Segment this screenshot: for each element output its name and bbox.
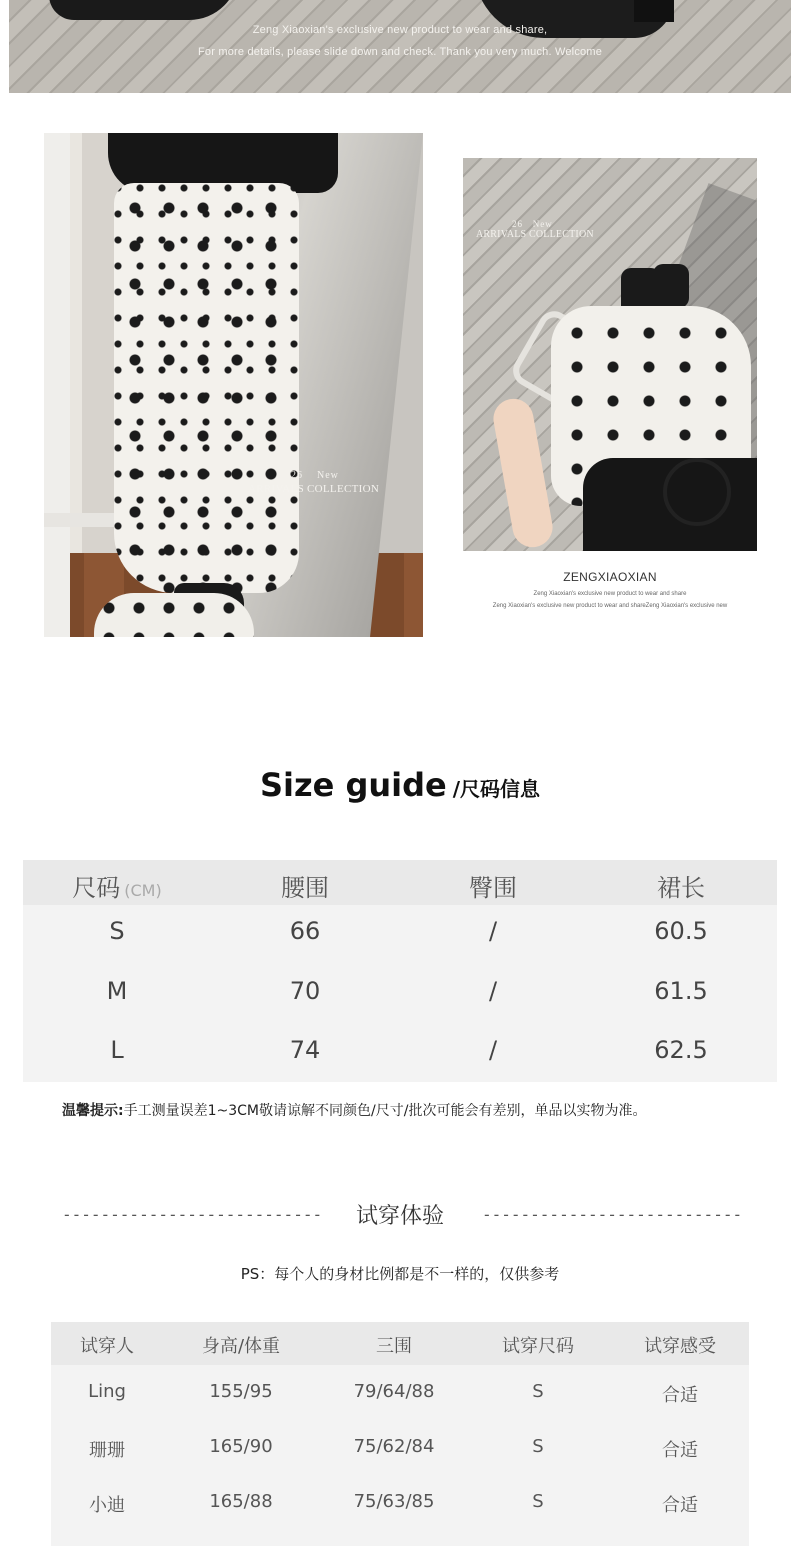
door-frame <box>44 133 70 637</box>
photo-caption-number: 26 New <box>512 219 553 229</box>
shoe <box>653 264 689 308</box>
brand-subtitle: Zeng Xiaoxian's exclusive new product to wear and share <box>533 591 687 597</box>
table-cell: S <box>109 917 125 945</box>
measurement-tip <box>62 1100 646 1120</box>
table-cell: L <box>110 1036 124 1064</box>
column-header-height-weight: 身高/体重 <box>201 1336 281 1357</box>
table-cell: S <box>532 1436 544 1457</box>
banner-line-1: Zeng Xiaoxian's exclusive new product to wear and share, <box>252 24 548 36</box>
column-header-fit: 试穿感受 <box>644 1336 716 1357</box>
size-guide-title <box>0 766 800 804</box>
table-cell: 75/62/84 <box>353 1436 435 1457</box>
polka-dot-skirt <box>114 183 299 593</box>
shoe-shape <box>49 0 239 20</box>
table-cell: Ling <box>88 1381 126 1402</box>
photo-caption-collection: ARRIVALS COLLECTION <box>476 229 594 240</box>
brand-name: ZENGXIAOXIAN <box>563 570 657 584</box>
column-header-size: 尺码 (CM) <box>72 874 162 902</box>
size-guide-title-en: Size guide <box>259 766 447 804</box>
table-cell: M <box>106 977 128 1005</box>
table-cell: 155/95 <box>209 1381 273 1402</box>
table-cell: 75/63/85 <box>353 1491 435 1512</box>
table-cell: 62.5 <box>654 1036 708 1064</box>
product-photo-left <box>44 133 423 637</box>
divider-right: --------------------------- <box>482 1205 743 1224</box>
column-header-model: 试穿人 <box>80 1336 134 1357</box>
table-cell: / <box>488 1036 498 1064</box>
photo-caption-collection: ARRIVALS COLLECTION <box>248 483 380 495</box>
table-cell: 60.5 <box>654 917 708 945</box>
table-cell: 74 <box>289 1036 321 1064</box>
size-table <box>23 860 777 1082</box>
polka-dot-fabric <box>94 593 254 637</box>
arm <box>490 396 555 551</box>
banner-line-2: For more details, please slide down and check. Thank you very much. Welcome <box>197 46 603 58</box>
try-on-title: 试穿体验 <box>355 1204 444 1229</box>
product-photo-right <box>463 158 757 551</box>
banner-photo <box>9 0 791 93</box>
table-cell: S <box>532 1491 544 1512</box>
table-cell: 165/90 <box>209 1436 273 1457</box>
table-cell: 79/64/88 <box>353 1381 435 1402</box>
tip-text: 手工测量误差1~3CM敬请谅解不同颜色/尺寸/批次可能会有差别，单品以实物为准。 <box>123 1103 647 1119</box>
table-cell: 165/88 <box>209 1491 273 1512</box>
table-cell: 珊珊 <box>89 1440 125 1461</box>
table-cell: 合适 <box>662 1440 698 1461</box>
column-header-waist: 腰围 <box>281 874 329 902</box>
table-cell: / <box>488 977 498 1005</box>
column-header-hip: 臀围 <box>469 874 517 902</box>
brand-subtitle: Zeng Xiaoxian's exclusive new product to wear and shareZeng Xiaoxian's exclusive new <box>492 603 728 609</box>
size-guide-title-cn: /尺码信息 <box>452 777 541 801</box>
column-header-size: 试穿尺码 <box>502 1336 574 1357</box>
table-cell: 61.5 <box>654 977 708 1005</box>
tip-label: 温馨提示: <box>62 1103 124 1119</box>
table-cell: 70 <box>289 977 321 1005</box>
shoe-heel <box>634 0 674 22</box>
photo-caption-number: 26 New <box>291 470 339 481</box>
table-cell: 小迪 <box>89 1495 125 1516</box>
table-cell: / <box>488 917 498 945</box>
try-on-table <box>51 1322 749 1546</box>
glasses <box>663 458 731 526</box>
table-cell: S <box>532 1381 544 1402</box>
column-header-measurements: 三围 <box>376 1336 412 1357</box>
divider-left: --------------------------- <box>62 1205 323 1224</box>
table-cell: 合适 <box>662 1385 698 1406</box>
table-cell: 合适 <box>662 1495 698 1516</box>
try-on-note: PS：每个人的身材比例都是不一样的，仅供参考 <box>240 1265 560 1283</box>
column-header-length: 裙长 <box>657 874 705 902</box>
table-cell: 66 <box>289 917 321 945</box>
